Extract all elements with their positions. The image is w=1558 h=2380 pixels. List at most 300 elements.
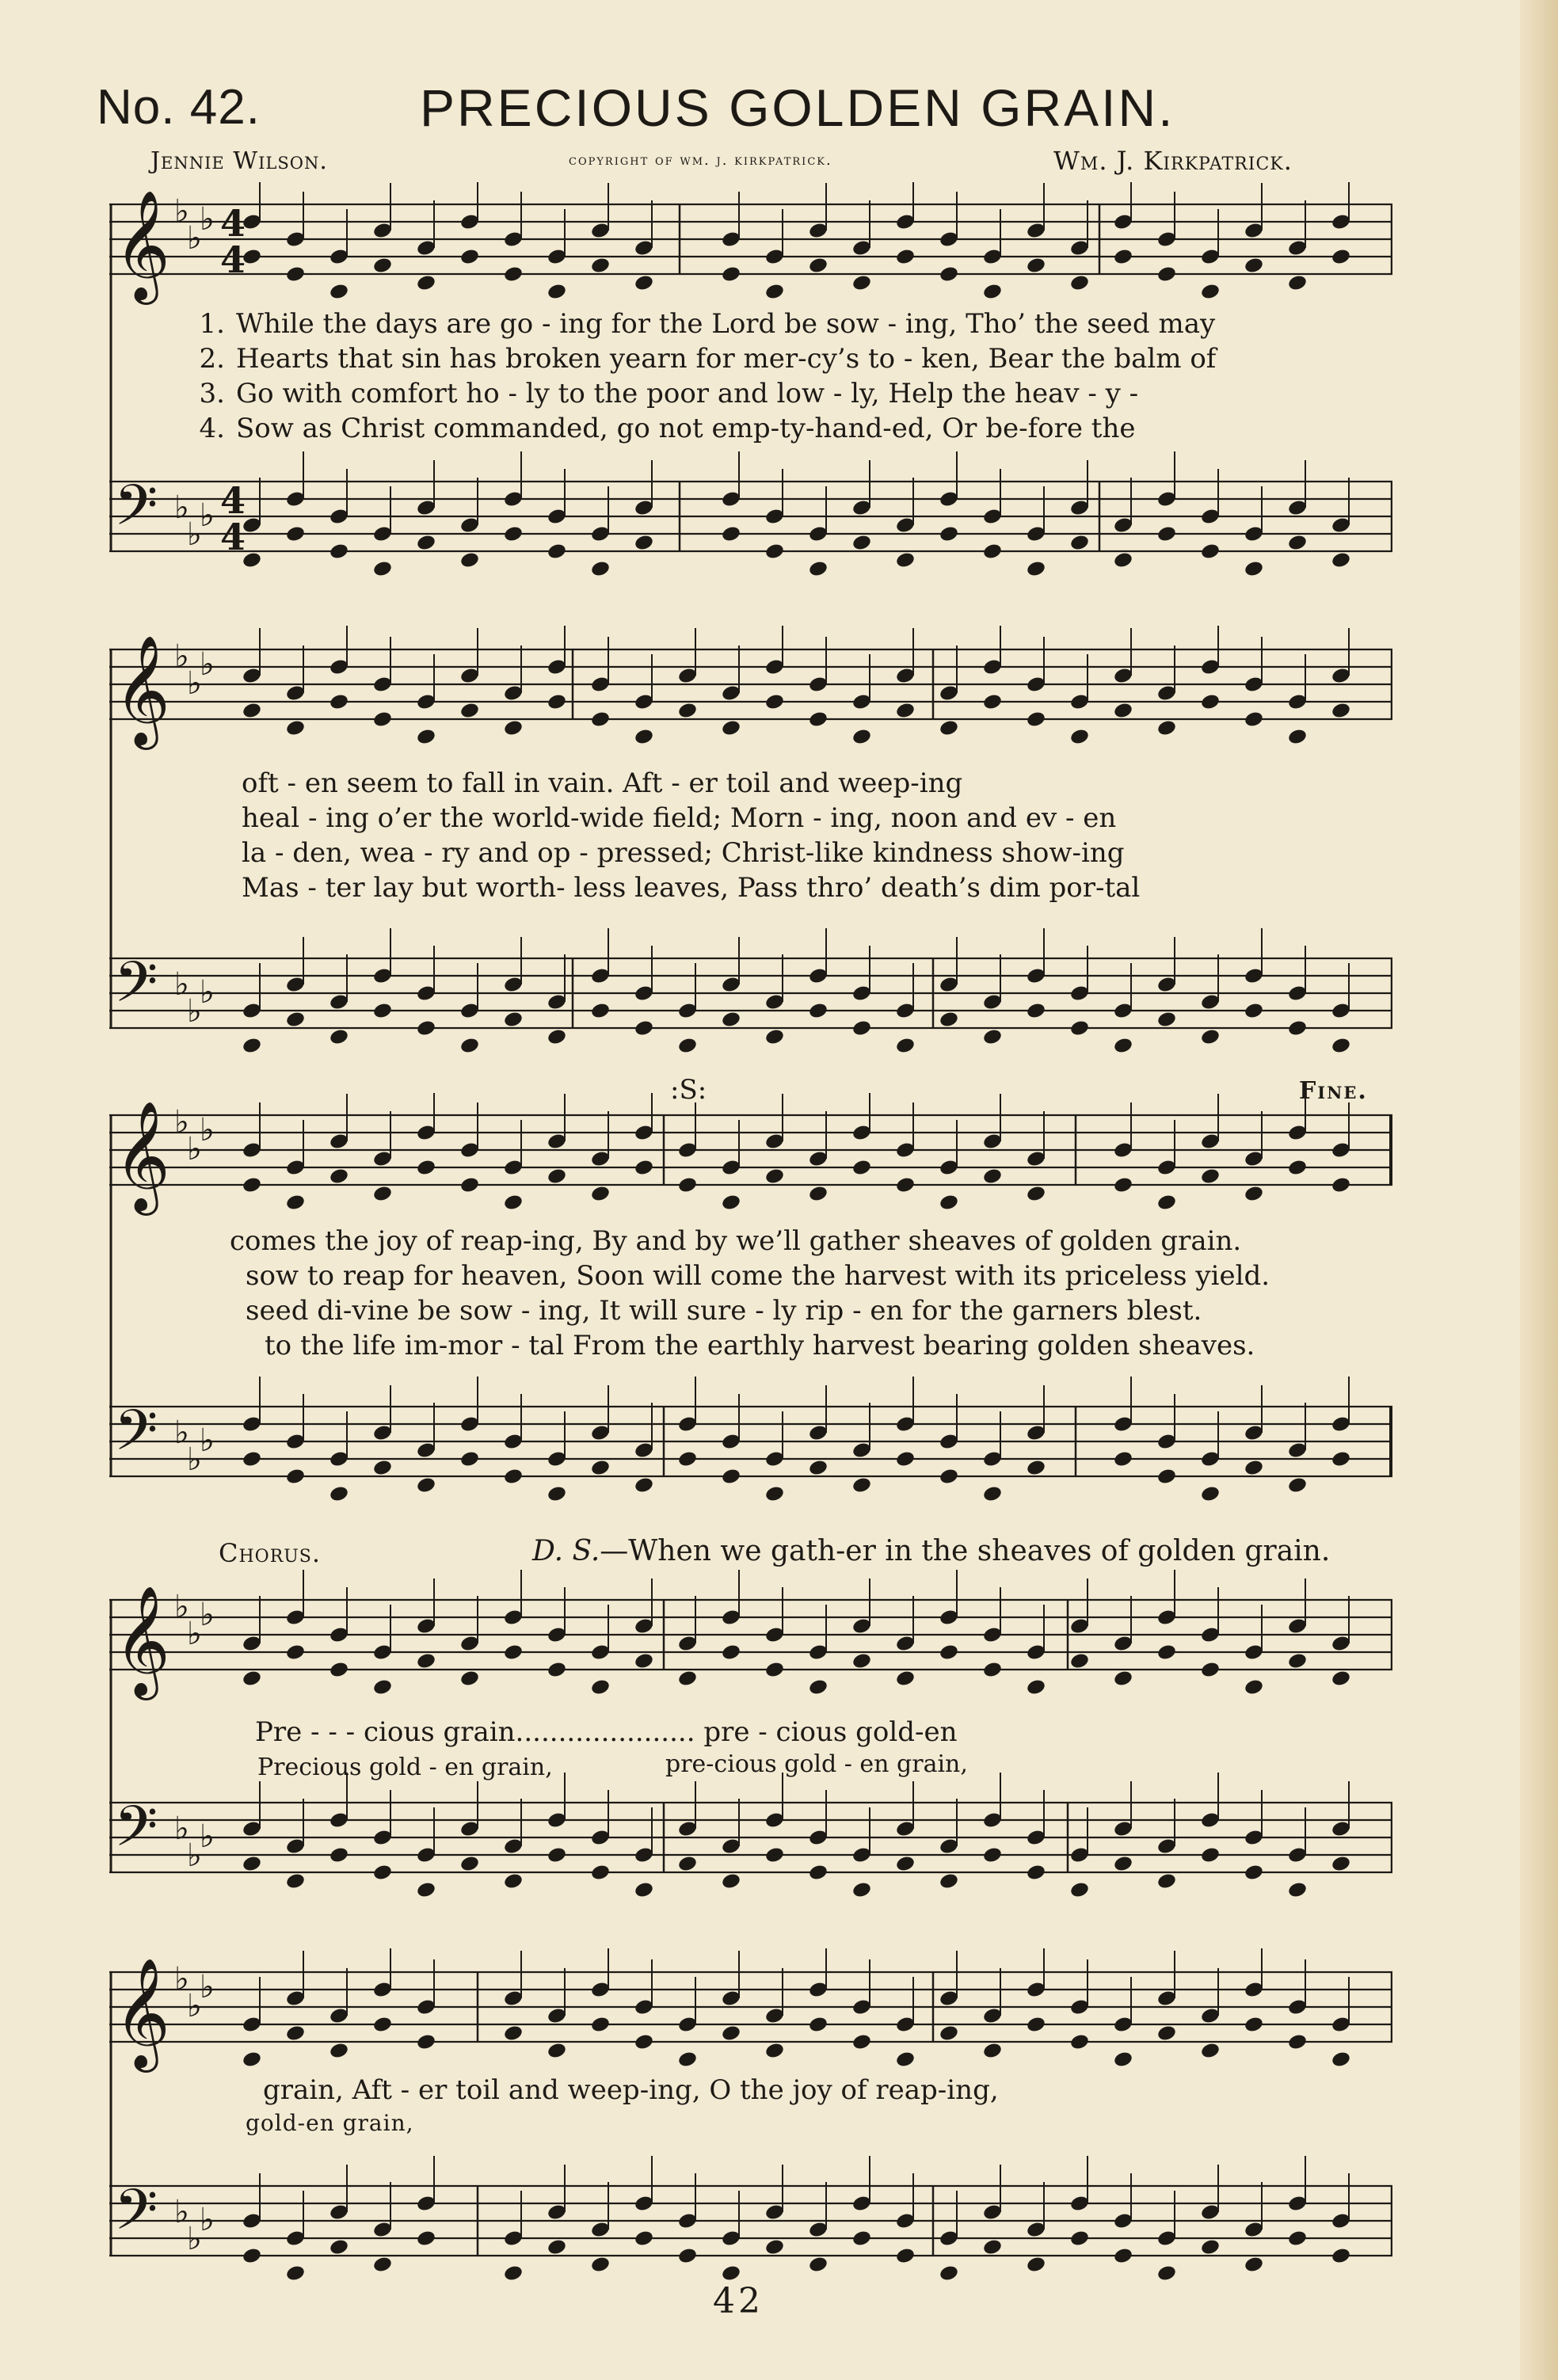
flat-icon: ♭ [187,220,202,257]
note-head [721,1468,741,1486]
note-head [372,2016,393,2034]
note-head [1287,728,1308,746]
note-head [939,2264,959,2281]
note-head [1113,1670,1133,1688]
note-head [808,2016,829,2034]
note-head [503,1011,524,1029]
note-head [1200,2238,1221,2256]
note-head [329,1661,349,1679]
note-head [416,2033,436,2051]
flat-icon: ♭ [200,2202,215,2238]
note-head [1244,1678,1264,1696]
note-head [634,1159,654,1177]
note-head [1331,248,1351,266]
treble-clef-icon: 𝄞 [114,190,170,300]
copyright-notice: copyright of wm. j. kirkpatrick. [569,152,832,169]
note-head [1200,1661,1221,1679]
note-head [721,525,741,543]
note-head [1200,283,1221,301]
note-head [982,1846,1003,1864]
chorus-lyric-line: Pre - - - cious grain..................... pre - cious gold-en [255,1716,958,1748]
note-head [372,1678,393,1696]
note-head [242,1176,262,1194]
note-head [503,2264,524,2281]
note-head [1113,702,1133,720]
flat-icon: ♭ [187,1616,202,1652]
lyric-line: Mas - ter lay but worth- less leaves, Pass thro’ death’s dim por-tal [242,872,1141,904]
note-head [939,1011,959,1029]
note-head [939,719,959,737]
chorus-lyric-small: Precious gold - en grain, [257,1754,553,1781]
note-head [242,2051,262,2069]
note-head [808,560,829,578]
note-head [1331,1037,1351,1055]
note-head [721,1194,741,1212]
note-head [1287,1476,1308,1495]
note-head [329,1846,349,1864]
note-head [1287,2033,1308,2051]
note-head [634,1652,654,1670]
note-head [416,534,436,552]
note-head [764,693,785,711]
note-head [547,2238,567,2256]
flat-icon: ♭ [187,516,202,553]
lyric-line: 1. While the days are go - ing for the Lord be sow - ing, Tho’ the seed may [199,308,1216,340]
bass-clef-icon: 𝄢 [114,1398,158,1477]
flat-icon: ♭ [174,489,189,526]
treble-clef-icon: 𝄞 [114,1101,170,1211]
chorus-lyric-small: gold-en grain, [246,2110,414,2136]
note-head [895,248,916,266]
note-head [416,1019,436,1038]
note-head [372,1459,393,1477]
note-head [503,719,524,737]
note-head [1244,1002,1264,1020]
note-head [372,1185,393,1203]
note-head [329,543,349,561]
note-head [721,2024,741,2043]
flat-icon: ♭ [187,993,202,1030]
flat-icon: ♭ [200,1112,215,1148]
note-head [329,2238,349,2256]
note-head [1113,551,1133,569]
note-head [329,693,349,711]
note-head [721,265,741,284]
lyric-line: heal - ing o’er the world-wide field; Morn - ing, noon and ev - en [242,802,1117,834]
note-head [329,1167,349,1186]
note-head [808,710,829,729]
note-head [1287,1159,1308,1177]
note-head [764,1661,785,1679]
note-head [851,1019,872,1038]
bass-clef-icon: 𝄢 [114,473,158,552]
note-head [851,534,872,552]
note-head [285,1872,306,1891]
note-head [1113,2051,1133,2069]
note-head [1156,525,1177,543]
note-head [503,525,524,543]
note-head [764,543,785,561]
note-head [1287,1019,1308,1038]
note-head [1113,1855,1133,1873]
note-head [590,1002,611,1020]
note-head [547,1661,567,1679]
note-head [1331,551,1351,569]
note-head [1026,1185,1046,1203]
note-head [808,1678,829,1696]
note-head [242,1670,262,1688]
flat-icon: ♭ [174,1811,189,1847]
flat-icon: ♭ [200,1422,215,1459]
note-head [503,2024,524,2043]
lyric-line: comes the joy of reap-ing, By and by we’ll gather sheaves of golden grain. [230,1225,1242,1257]
lyric-line: to the life im-mor - tal From the earthly harvest bearing golden sheaves. [265,1330,1255,1361]
note-head [1069,1881,1090,1899]
note-head [547,283,567,301]
note-head [939,2024,959,2043]
bass-clef-icon: 𝄢 [114,950,158,1029]
note-head [329,283,349,301]
note-head [1069,728,1090,746]
note-head [242,1855,262,1873]
note-head [851,1159,872,1177]
note-head [895,1176,916,1194]
note-head [1069,1652,1090,1670]
note-head [982,283,1003,301]
note-head [459,1670,480,1688]
note-head [547,1028,567,1046]
note-head [895,702,916,720]
note-head [285,1194,306,1212]
note-head [1200,1485,1221,1503]
note-head [285,1011,306,1029]
note-head [1287,1652,1308,1670]
note-head [982,693,1003,711]
note-head [1156,1194,1177,1212]
note-head [285,1468,306,1486]
lyric-line: 4. Sow as Christ commanded, go not emp-ty-hand-ed, Or be-fore the [199,413,1136,444]
dal-segno-instruction: D. S.—When we gath-er in the sheaves of golden grain. [532,1535,1331,1567]
note-head [372,710,393,729]
note-head [895,1037,916,1055]
note-head [285,525,306,543]
bass-clef-icon: 𝄢 [114,2177,158,2256]
note-head [1244,710,1264,729]
flat-icon: ♭ [174,1589,189,1625]
note-head [1113,1176,1133,1194]
note-head [808,1459,829,1477]
fine-mark: Fine. [1299,1077,1368,1105]
note-head [547,1485,567,1503]
note-head [285,1643,306,1662]
note-head [982,543,1003,561]
note-head [590,2016,611,2034]
composer-credit: Wm. J. Kirkpatrick. [1053,146,1293,176]
note-head [1200,1167,1221,1186]
note-head [982,1028,1003,1046]
note-head [1026,1678,1046,1696]
note-head [1200,693,1221,711]
segno-mark: :S: [670,1074,707,1106]
note-head [459,248,480,266]
note-head [895,1855,916,1873]
note-head [503,1194,524,1212]
note-head [1026,1459,1046,1477]
note-head [895,2247,916,2265]
note-head [721,2264,741,2281]
note-head [1244,1185,1264,1203]
note-head [416,274,436,292]
note-head [982,1485,1003,1503]
note-head [1287,274,1308,292]
note-head [590,710,611,729]
note-head [939,1194,959,1212]
note-head [1113,1037,1133,1055]
note-head [503,1643,524,1662]
time-signature-bottom: 4 [220,516,246,558]
flat-icon: ♭ [187,1131,202,1167]
note-head [1331,2051,1351,2069]
note-head [808,1002,829,1020]
note-head [285,719,306,737]
note-head [895,551,916,569]
note-head [1244,1459,1264,1477]
note-head [677,1176,698,1194]
note-head [939,1643,959,1662]
note-head [1156,1872,1177,1891]
note-head [1331,1450,1351,1468]
note-head [851,1881,872,1899]
note-head [1331,702,1351,720]
note-head [939,1872,959,1891]
note-head [895,1670,916,1688]
note-head [1331,1670,1351,1688]
note-head [242,702,262,720]
note-head [285,2024,306,2043]
note-head [634,1476,654,1495]
flat-icon: ♭ [174,193,189,230]
time-signature-top: 4 [220,202,246,245]
flat-icon: ♭ [174,966,189,1003]
treble-clef-icon: 𝄞 [114,1958,170,2068]
note-head [372,560,393,578]
time-signature-bottom: 4 [220,238,246,281]
note-head [242,1037,262,1055]
note-head [503,265,524,284]
time-signature-top: 4 [220,479,246,522]
note-head [547,1167,567,1186]
flat-icon: ♭ [187,1441,202,1478]
note-head [982,2042,1003,2060]
note-head [982,1661,1003,1679]
note-head [1113,1450,1133,1468]
note-head [1069,534,1090,552]
note-head [1287,534,1308,552]
note-head [1244,2256,1264,2274]
note-head [1287,1881,1308,1899]
note-head [634,534,654,552]
note-head [808,257,829,275]
flat-icon: ♭ [187,1837,202,1874]
flat-icon: ♭ [200,1969,215,2005]
note-head [329,2042,349,2060]
note-head [1200,543,1221,561]
note-head [1244,560,1264,578]
note-head [764,2238,785,2256]
note-head [721,1643,741,1662]
lyric-line: oft - en seem to fall in vain. Aft - er toil and weep-ing [242,767,963,799]
note-head [1331,1176,1351,1194]
note-head [721,1011,741,1029]
note-head [851,728,872,746]
note-head [1026,2016,1046,2034]
note-head [1156,719,1177,737]
note-head [634,2033,654,2051]
flat-icon: ♭ [200,646,215,683]
note-head [416,1159,436,1177]
note-head [1156,265,1177,284]
note-head [808,2256,829,2274]
hymn-header [0,0,1558,190]
note-head [851,2033,872,2051]
note-head [590,2256,611,2274]
note-head [329,1485,349,1503]
note-head [503,1468,524,1486]
flat-icon: ♭ [187,1988,202,2024]
note-head [242,1450,262,1468]
note-head [1331,2247,1351,2265]
note-head [764,1167,785,1186]
flat-icon: ♭ [200,201,215,238]
note-head [416,1476,436,1495]
note-head [1026,560,1046,578]
note-head [547,543,567,561]
note-head [634,2230,654,2248]
note-head [459,702,480,720]
note-head [677,2051,698,2069]
note-head [677,1855,698,1873]
note-head [1156,2264,1177,2281]
note-head [1026,2256,1046,2274]
note-head [939,265,959,284]
note-head [677,2247,698,2265]
note-head [372,257,393,275]
page-edge [1520,0,1558,2380]
note-head [939,1468,959,1486]
note-head [764,1485,785,1503]
note-head [764,1028,785,1046]
note-head [459,1176,480,1194]
note-head [1026,257,1046,275]
lyric-line: la - den, wea - ry and op - pressed; Christ-like kindness show-ing [242,837,1125,869]
note-head [764,1846,785,1864]
note-head [721,1872,741,1891]
chorus-lyric-small: pre-cious gold - en grain, [665,1750,968,1778]
note-head [1113,248,1133,266]
note-head [808,1864,829,1882]
note-head [1156,1643,1177,1662]
note-head [851,1652,872,1670]
note-head [1200,1846,1221,1864]
note-head [285,2264,306,2281]
note-head [895,2051,916,2069]
lyric-line: 3. Go with comfort ho - ly to the poor and low - ly, Help the heav - y - [199,378,1139,409]
note-head [503,1872,524,1891]
note-head [590,1864,611,1882]
note-head [416,1652,436,1670]
note-head [808,1185,829,1203]
note-head [242,2247,262,2265]
chorus-lyric-line: grain, Aft - er toil and weep-ing, O the joy of reap-ing, [263,2074,999,2106]
note-head [677,702,698,720]
note-head [590,1459,611,1477]
flat-icon: ♭ [187,2221,202,2257]
lyric-line: sow to reap for heaven, Soon will come the harvest with its priceless yield. [246,1260,1270,1292]
flat-icon: ♭ [174,638,189,675]
flat-icon: ♭ [200,1818,215,1855]
note-head [1069,274,1090,292]
note-head [547,693,567,711]
hymn-number: No. 42. [97,80,261,135]
note-head [1287,2230,1308,2248]
chorus-label: Chorus. [219,1538,322,1568]
note-head [634,1881,654,1899]
flat-icon: ♭ [174,1961,189,1997]
note-head [459,1855,480,1873]
note-head [459,1450,480,1468]
note-head [459,1037,480,1055]
lyric-line: 2. Hearts that sin has broken yearn for mer-cy’s to - ken, Bear the balm of [199,343,1217,375]
note-head [851,1476,872,1495]
note-head [939,525,959,543]
note-head [982,1167,1003,1186]
note-head [1244,257,1264,275]
note-head [1069,2230,1090,2248]
note-head [590,1678,611,1696]
note-head [285,265,306,284]
note-head [1026,710,1046,729]
note-head [547,1846,567,1864]
note-head [764,283,785,301]
note-head [1244,1864,1264,1882]
note-head [764,2042,785,2060]
note-head [677,1670,698,1688]
note-head [851,2230,872,2248]
treble-clef-icon: 𝄞 [114,1586,170,1696]
note-head [372,2256,393,2274]
note-head [1069,2033,1090,2051]
flat-icon: ♭ [174,1104,189,1140]
note-head [1069,1019,1090,1038]
note-head [721,719,741,737]
note-head [1156,2024,1177,2043]
note-head [372,1864,393,1882]
note-head [1113,2247,1133,2265]
note-head [895,1450,916,1468]
flat-icon: ♭ [200,974,215,1011]
note-head [634,274,654,292]
note-head [416,1881,436,1899]
note-head [416,728,436,746]
note-head [590,560,611,578]
note-head [1026,1002,1046,1020]
note-head [1200,2042,1221,2060]
note-head [329,1028,349,1046]
flat-icon: ♭ [200,497,215,534]
note-head [547,2042,567,2060]
note-head [851,274,872,292]
note-head [634,1019,654,1038]
